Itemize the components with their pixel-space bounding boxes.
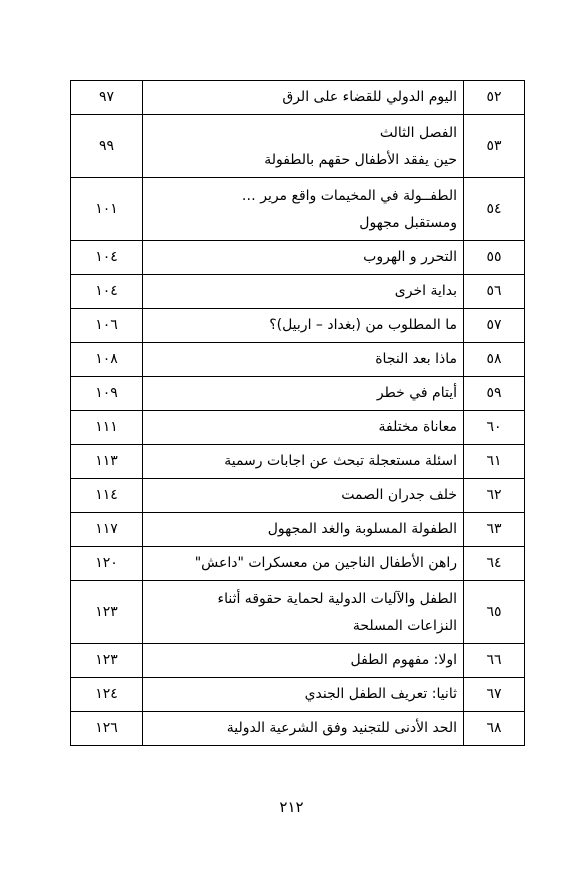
entry-title-line: الطفولة المسلوبة والغد المجهول	[267, 521, 457, 537]
entry-page: ١٠٤	[71, 275, 143, 309]
entry-number: ٦٥	[464, 581, 525, 644]
entry-page: ١٢٦	[71, 712, 143, 746]
table-row	[71, 343, 525, 377]
entry-number: ٦٤	[464, 547, 525, 581]
toc-body	[71, 81, 525, 746]
entry-title-line: اليوم الدولي للقضاء على الرق	[282, 89, 457, 105]
table-row	[71, 81, 525, 115]
table-of-contents	[70, 80, 525, 746]
entry-page: ١٢٤	[71, 678, 143, 712]
entry-page: ١٢٠	[71, 547, 143, 581]
entry-number: ٥٩	[464, 377, 525, 411]
entry-title-line: الطفل والآليات الدولية لحماية حقوقه أثناء	[217, 591, 457, 607]
table-row	[71, 411, 525, 445]
entry-page: ١١٤	[71, 479, 143, 513]
entry-number: ٦٣	[464, 513, 525, 547]
entry-number: ٦٢	[464, 479, 525, 513]
entry-title-line: اولا: مفهوم الطفل	[350, 652, 457, 668]
entry-number: ٦٨	[464, 712, 525, 746]
entry-page: ١٠٤	[71, 241, 143, 275]
entry-title-line: بداية اخرى	[394, 283, 457, 299]
entry-number: ٥٨	[464, 343, 525, 377]
entry-title	[143, 275, 464, 309]
entry-page: ١٢٣	[71, 581, 143, 644]
entry-number: ٥٧	[464, 309, 525, 343]
table-row	[71, 547, 525, 581]
entry-title	[143, 445, 464, 479]
entry-number: ٦٦	[464, 644, 525, 678]
table-row	[71, 377, 525, 411]
table-row	[71, 309, 525, 343]
table-row	[71, 513, 525, 547]
entry-title	[143, 81, 464, 115]
table-row	[71, 678, 525, 712]
entry-title-line: اسئلة مستعجلة تبحث عن اجابات رسمية	[224, 453, 457, 469]
entry-page: ١٢٣	[71, 644, 143, 678]
entry-number: ٥٦	[464, 275, 525, 309]
entry-page: ١٠١	[71, 178, 143, 241]
entry-title-line: أيتام في خطر	[376, 385, 457, 401]
entry-title	[143, 411, 464, 445]
entry-number: ٥٣	[464, 115, 525, 178]
entry-title	[143, 581, 464, 644]
page-number: ٢١٢	[279, 798, 304, 816]
entry-page: ١٠٦	[71, 309, 143, 343]
entry-title	[143, 513, 464, 547]
entry-title-line: الفصل الثالث	[379, 125, 457, 141]
entry-number: ٦٧	[464, 678, 525, 712]
entry-title	[143, 115, 464, 178]
entry-title-line: معاناة مختلفة	[378, 419, 457, 435]
table-row	[71, 581, 525, 644]
entry-number: ٥٥	[464, 241, 525, 275]
entry-page: ١٠٨	[71, 343, 143, 377]
entry-page: ١١٧	[71, 513, 143, 547]
table-row	[71, 445, 525, 479]
entry-title-line: الحد الأدنى للتجنيد وفق الشرعية الدولية	[226, 720, 457, 736]
entry-title-line: حين يفقد الأطفال حقهم بالطفولة	[264, 152, 457, 168]
table-row	[71, 115, 525, 178]
entry-number: ٦١	[464, 445, 525, 479]
entry-number: ٥٢	[464, 81, 525, 115]
table-row	[71, 178, 525, 241]
entry-page: ١١٣	[71, 445, 143, 479]
entry-title	[143, 678, 464, 712]
table-row	[71, 479, 525, 513]
entry-page: ٩٩	[71, 115, 143, 178]
entry-page: ٩٧	[71, 81, 143, 115]
entry-title-line: ثانيا: تعريف الطفل الجندي	[304, 686, 457, 702]
entry-title	[143, 377, 464, 411]
entry-title	[143, 178, 464, 241]
entry-title	[143, 479, 464, 513]
entry-title	[143, 343, 464, 377]
entry-title-line: ومستقبل مجهول	[359, 215, 457, 231]
entry-title	[143, 241, 464, 275]
entry-page: ١٠٩	[71, 377, 143, 411]
entry-title-line: خلف جدران الصمت	[341, 487, 457, 503]
entry-title	[143, 547, 464, 581]
entry-title-line: ما المطلوب من (بغداد – اربيل)؟	[269, 317, 457, 333]
entry-title	[143, 644, 464, 678]
entry-number: ٥٤	[464, 178, 525, 241]
entry-number: ٦٠	[464, 411, 525, 445]
entry-title-line: التحرر و الهروب	[363, 249, 457, 265]
entry-title-line: ماذا بعد النجاة	[375, 351, 457, 367]
table-row	[71, 275, 525, 309]
entry-title	[143, 712, 464, 746]
table-row	[71, 644, 525, 678]
entry-page: ١١١	[71, 411, 143, 445]
table-row	[71, 712, 525, 746]
entry-title-line: راهن الأطفال الناجين من معسكرات "داعش"	[194, 555, 457, 571]
entry-title-line: النزاعات المسلحة	[352, 618, 457, 634]
entry-title-line: الطفــولة في المخيمات واقع مرير …	[241, 188, 457, 204]
entry-title	[143, 309, 464, 343]
table-row	[71, 241, 525, 275]
